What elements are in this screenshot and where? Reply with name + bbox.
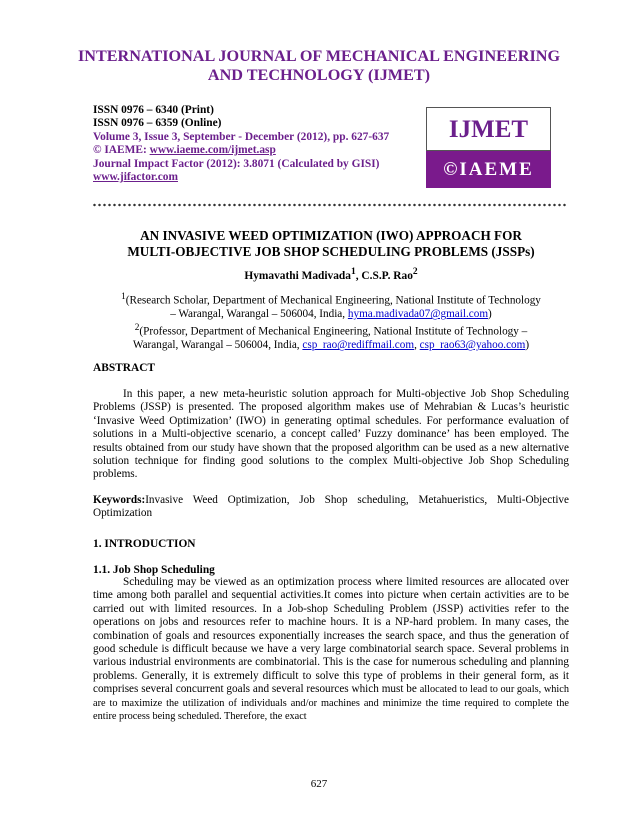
author1: Hymavathi Madivada xyxy=(244,269,351,282)
dotted-divider xyxy=(92,203,568,207)
section-heading: 1. INTRODUCTION xyxy=(93,538,196,550)
volume-info: Volume 3, Issue 3, September - December (2012), pp. 627-637 xyxy=(93,130,390,143)
authors xyxy=(93,267,569,282)
journal-title-line2: AND TECHNOLOGY (IJMET) xyxy=(207,66,431,84)
paper-title-line2: MULTI-OBJECTIVE JOB SHOP SCHEDULING PROBLEMS (JSSPs) xyxy=(127,244,535,259)
email-link-1[interactable]: hyma.madivada07@gmail.com xyxy=(347,308,489,321)
keywords-label: Keywords: xyxy=(93,494,146,506)
email-link-2[interactable]: csp_rao@rediffmail.com xyxy=(302,339,415,352)
iaeme-link[interactable]: www.iaeme.com/ijmet.asp xyxy=(149,144,276,157)
affil2-text1: (Professor, Department of Mechanical Engineering, National Institute of Technology – xyxy=(139,325,528,338)
logo-top: IJMET xyxy=(426,107,551,151)
affiliation-2-line1 xyxy=(93,322,569,339)
jifactor-link[interactable]: www.jifactor.com xyxy=(93,171,178,184)
affiliations xyxy=(93,291,569,353)
issn-online: ISSN 0976 – 6359 (Online) xyxy=(93,117,222,130)
keywords-text: Invasive Weed Optimization, Job Shop scheduling, Metahueristics, Multi-Objective Optimization xyxy=(93,494,569,520)
impact-factor: Journal Impact Factor (2012): 3.8071 (Calculated by GISI) xyxy=(93,157,380,170)
affil1-sup: 1 xyxy=(121,292,126,302)
iaeme-prefix: © IAEME: xyxy=(93,144,150,157)
author2: , C.S.P. Rao xyxy=(355,269,413,282)
issn-print: ISSN 0976 – 6340 (Print) xyxy=(93,104,214,116)
paper-title xyxy=(93,228,569,260)
email-link-3[interactable]: csp_rao63@yahoo.com xyxy=(419,339,526,352)
logo-bottom: ©IAEME xyxy=(426,151,551,188)
affil2-sup: 2 xyxy=(134,322,140,333)
affil1-text1: (Research Scholar, Department of Mechanical Engineering, National Institute of Technology xyxy=(125,294,541,307)
intro-text xyxy=(93,576,569,723)
affiliation-2-line2 xyxy=(93,339,569,353)
iaeme-line xyxy=(93,144,389,157)
affil2-comma: , xyxy=(414,339,420,352)
affil2-close: ) xyxy=(525,339,530,352)
page-number: 627 xyxy=(310,778,328,790)
affil1-close: ) xyxy=(488,308,492,321)
ijmet-logo xyxy=(426,107,551,188)
author1-sup: 1 xyxy=(350,267,356,277)
journal-title xyxy=(60,47,578,85)
subsection-heading: 1.1. Job Shop Scheduling xyxy=(93,564,215,576)
affiliation-1-line1 xyxy=(93,291,569,308)
journal-info xyxy=(93,104,389,184)
intro-text-small: allocated to lead to our goals, which are to maximize the utilization of individuals and/or machines and minimize the time required to complete the entire process being scheduled. Therefore, the exact xyxy=(93,684,569,723)
intro-text-main: Scheduling may be viewed as an optimization process where limited resources are allocated over time among both parallel and sequential activities.It comes into picture when certain activities are to be carried out with limited resources. In a Job-shop Scheduling Problem (JSSP) activities refer to the operations on jobs and resources refer to machine hours. It is a NP-hard problem. In many cases, the combination of goals and resources exponentially increases the search space, and thus the generation of good schedule is difficult because we have a very large combinatorial search space. Several problems in various industrial environments are combinatorial. This is the case for numerous scheduling and planning problems. Generally, it is extremely difficult to solve this type of problems in their general form, as it comprises several concurrent goals and several resources which must be xyxy=(93,576,569,696)
affiliation-1-line2 xyxy=(93,308,569,322)
affil2-text2: Warangal, Warangal – 506004, India, xyxy=(132,339,303,352)
affil1-text2: – Warangal, Warangal – 506004, India, xyxy=(170,308,348,321)
abstract-text: In this paper, a new meta-heuristic solution approach for Multi-objective Job Shop Scheduling Problems (JSSP) is presented. The proposed algorithm makes use of Mehrabian & Lucas’s heuristic ‘Invasive Weed Optimization’ (IWO) in generating optimal schedules. For performance evaluation of solutions in a Multi-objective scenario, a concept called’ Fuzzy dominance’ has been employed. The results obtained from our study have shown that the proposed algorithm can be used as a new alternative solution technique for finding good solutions to the complex Multi-objective Job Shop Scheduling problems. xyxy=(93,388,569,481)
author2-sup: 2 xyxy=(412,267,418,277)
abstract-heading: ABSTRACT xyxy=(93,362,156,374)
keywords xyxy=(93,494,569,521)
journal-title-line1: INTERNATIONAL JOURNAL OF MECHANICAL ENGINEERING xyxy=(77,47,561,65)
paper-title-line1: AN INVASIVE WEED OPTIMIZATION (IWO) APPROACH FOR xyxy=(140,228,522,243)
